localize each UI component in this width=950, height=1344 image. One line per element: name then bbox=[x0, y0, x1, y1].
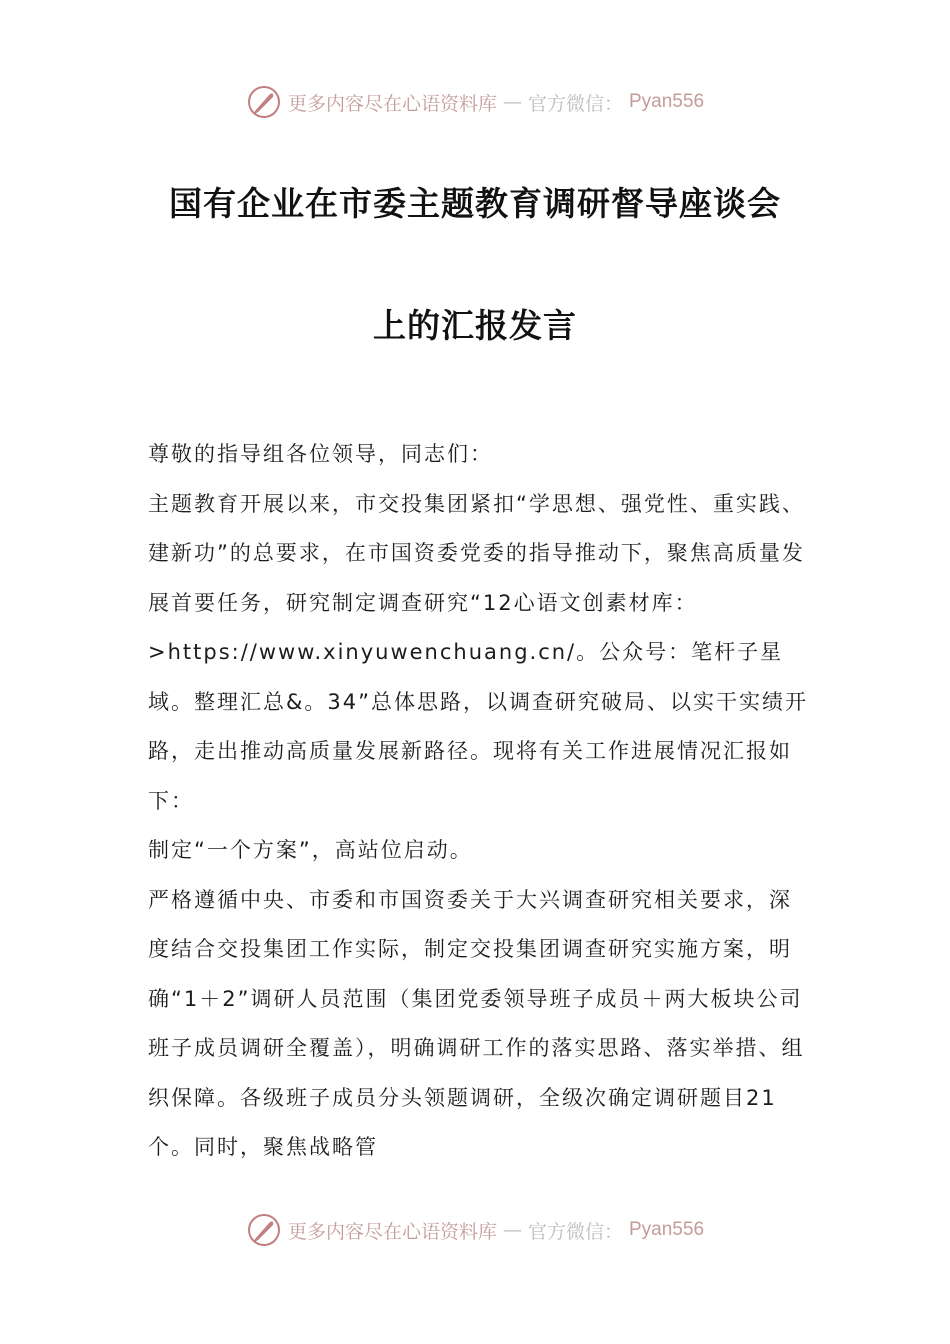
document-title-line-1: 国有企业在市委主题教育调研督导座谈会 bbox=[169, 184, 781, 223]
paragraph-salutation: 尊敬的指导组各位领导，同志们： bbox=[148, 442, 493, 466]
paragraph-detail: 严格遵循中央、市委和市国资委关于大兴调查研究相关要求，深度结合交投集团工作实际，制定交投集团调查研究实施方案，明确“1＋2”调研人员范围（集团党委领导班子成员＋两大板块公司班子成员调研全覆盖），明确调研工作的落实思路、落实举措、组织保障。各级班子成员分头领题调研，全级次确定调研题目21个。同时，聚焦战略管 bbox=[148, 887, 805, 1159]
watermark-dash: — bbox=[502, 1219, 522, 1241]
quill-logo-icon bbox=[246, 84, 282, 120]
paragraph-heading: 制定“一个方案”，高站位启动。 bbox=[148, 838, 473, 862]
document-body bbox=[148, 430, 808, 1173]
watermark-dash: — bbox=[502, 91, 522, 113]
watermark-id: Pyan556 bbox=[629, 1219, 705, 1240]
watermark-id: Pyan556 bbox=[629, 91, 705, 112]
watermark-sub-text: 官方微信： bbox=[527, 1220, 623, 1243]
watermark-main-text: 更多内容尽在心语资料库 bbox=[287, 1220, 497, 1243]
watermark-footer bbox=[0, 1210, 950, 1250]
watermark-sub-text: 官方微信： bbox=[527, 92, 623, 115]
watermark-header bbox=[0, 82, 950, 122]
document-title-line-2: 上的汇报发言 bbox=[373, 306, 577, 345]
watermark-main-text: 更多内容尽在心语资料库 bbox=[287, 92, 497, 115]
quill-logo-icon bbox=[246, 1212, 282, 1248]
paragraph-intro: 主题教育开展以来，市交投集团紧扣“学思想、强党性、重实践、建新功”的总要求，在市国资委党委的指导推动下，聚焦高质量发展首要任务，研究制定调查研究“12心语文创素材库：>https://www.xinyuwenchuang.cn/。公众号：笔杆子星域。整理汇总&。34”总体思路，以调查研究破局、以实干实绩开路，走出推动高质量发展新路径。现将有关工作进展情况汇报如下： bbox=[148, 491, 808, 813]
